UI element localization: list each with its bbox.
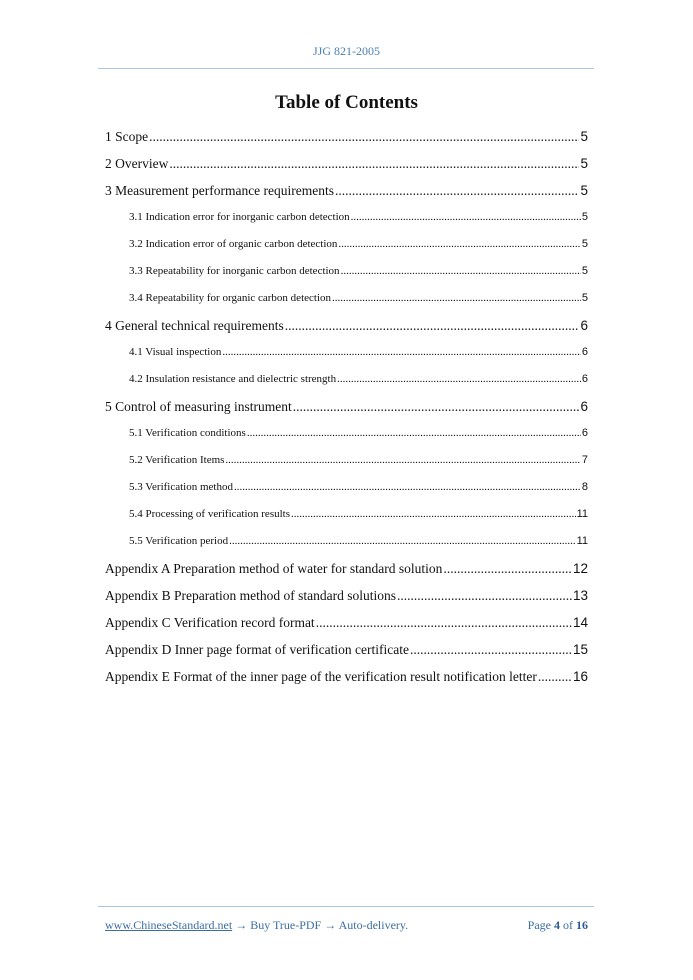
toc-entry-label: 5.4 Processing of verification results [129, 508, 290, 520]
toc-entry[interactable] [105, 123, 588, 150]
site-link[interactable]: www.ChineseStandard.net [105, 918, 233, 932]
toc-entry-label: 4.2 Insulation resistance and dielectric strength [129, 373, 337, 385]
dot-leader [222, 339, 581, 366]
toc-page-number: 5 [580, 183, 588, 198]
toc-entry-label: Appendix C Verification record format [105, 615, 315, 630]
dot-leader [337, 366, 581, 393]
toc-page-number: 5 [581, 265, 588, 277]
dot-leader [341, 258, 581, 285]
toc-entry[interactable] [105, 582, 588, 609]
dot-leader [316, 609, 572, 636]
dot-leader [293, 393, 580, 420]
toc-entry-label: 5.3 Verification method [129, 481, 233, 493]
dot-leader [332, 285, 581, 312]
toc-page-number: 13 [572, 588, 588, 603]
toc-page-number: 11 [576, 508, 588, 520]
toc-subentry[interactable] [105, 474, 588, 501]
header-divider [98, 68, 594, 69]
toc-subentry[interactable] [105, 528, 588, 555]
toc-entry[interactable] [105, 663, 588, 690]
buy-text: Buy True-PDF [250, 918, 322, 932]
toc-entry-label: 5.2 Verification Items [129, 454, 225, 466]
toc-entry-label: 3.4 Repeatability for organic carbon detection [129, 292, 332, 304]
toc-entry-label: Appendix D Inner page format of verification certificate [105, 642, 409, 657]
toc-entry-label: 5 Control of measuring instrument [105, 399, 292, 414]
toc-entry-label: 4 General technical requirements [105, 318, 284, 333]
dot-leader [338, 231, 580, 258]
toc-subentry[interactable] [105, 366, 588, 393]
dot-leader [285, 312, 580, 339]
toc-page-number: 5 [580, 129, 588, 144]
dot-leader [234, 474, 581, 501]
dot-leader [169, 150, 579, 177]
toc-entry[interactable] [105, 177, 588, 204]
delivery-text: Auto-delivery. [338, 918, 409, 932]
toc-entry[interactable] [105, 393, 588, 420]
toc-page-number: 5 [580, 156, 588, 171]
toc-entry[interactable] [105, 150, 588, 177]
toc-page-number: 6 [580, 318, 588, 333]
dot-leader [410, 636, 572, 663]
toc-entry-label: 5.5 Verification period [129, 535, 229, 547]
toc-entry[interactable] [105, 609, 588, 636]
toc-entry-label: Appendix A Preparation method of water for standard solution [105, 561, 443, 576]
toc-entry[interactable] [105, 312, 588, 339]
toc-entry-label: Appendix B Preparation method of standard solutions [105, 588, 396, 603]
toc-page-number: 5 [581, 238, 588, 250]
arrow-icon: → [235, 918, 248, 932]
dot-leader [229, 528, 576, 555]
footer-promo [105, 918, 408, 933]
page-title: Table of Contents [275, 92, 418, 113]
dot-leader [225, 447, 580, 474]
toc-page-number: 6 [581, 346, 588, 358]
toc-entry-label: 4.1 Visual inspection [129, 346, 222, 358]
toc-entry-label: 3.3 Repeatability for inorganic carbon detection [129, 265, 340, 277]
toc-page-number: 12 [572, 561, 588, 576]
dot-leader [149, 123, 579, 150]
running-header [0, 44, 693, 59]
dot-leader [351, 204, 581, 231]
toc-subentry[interactable] [105, 501, 588, 528]
toc-page-number: 6 [581, 373, 588, 385]
toc-subentry[interactable] [105, 447, 588, 474]
toc-subentry[interactable] [105, 204, 588, 231]
toc-page-number: 8 [581, 481, 588, 493]
page-footer [105, 918, 588, 933]
toc-page-number: 6 [580, 399, 588, 414]
toc-page-number: 11 [576, 535, 588, 547]
page-indicator: Page 4 of 16 [527, 918, 588, 932]
dot-leader [538, 663, 572, 690]
dot-leader [291, 501, 576, 528]
toc-subentry[interactable] [105, 258, 588, 285]
toc-entry-label: 3.2 Indication error of organic carbon detection [129, 238, 338, 250]
toc-page-number: 16 [572, 669, 588, 684]
toc-entry-label: Appendix E Format of the inner page of the verification result notification letter [105, 669, 537, 684]
toc-page-number: 5 [581, 292, 588, 304]
toc-subentry[interactable] [105, 231, 588, 258]
toc-entry[interactable] [105, 636, 588, 663]
toc-entry-label: 5.1 Verification conditions [129, 427, 246, 439]
dot-leader [335, 177, 579, 204]
toc-subentry[interactable] [105, 339, 588, 366]
arrow-icon: → [324, 918, 337, 932]
toc-entry-label: 3 Measurement performance requirements [105, 183, 335, 198]
toc-page-number: 7 [581, 454, 588, 466]
toc-entry-label: 3.1 Indication error for inorganic carbon detection [129, 211, 350, 223]
toc-page-number: 6 [581, 427, 588, 439]
toc-page-number: 5 [581, 211, 588, 223]
dot-leader [443, 555, 572, 582]
toc-page-number: 15 [572, 642, 588, 657]
toc-subentry[interactable] [105, 420, 588, 447]
toc-entry-label: 2 Overview [105, 156, 169, 171]
current-page: 4 [554, 918, 560, 932]
toc-subentry[interactable] [105, 285, 588, 312]
toc-entry[interactable] [105, 555, 588, 582]
dot-leader [397, 582, 572, 609]
table-of-contents [105, 123, 588, 690]
footer-divider [98, 906, 594, 907]
total-pages: 16 [576, 918, 588, 932]
toc-page-number: 14 [572, 615, 588, 630]
toc-entry-label: 1 Scope [105, 129, 149, 144]
standard-code: JJG 821-2005 [312, 44, 380, 58]
dot-leader [247, 420, 581, 447]
